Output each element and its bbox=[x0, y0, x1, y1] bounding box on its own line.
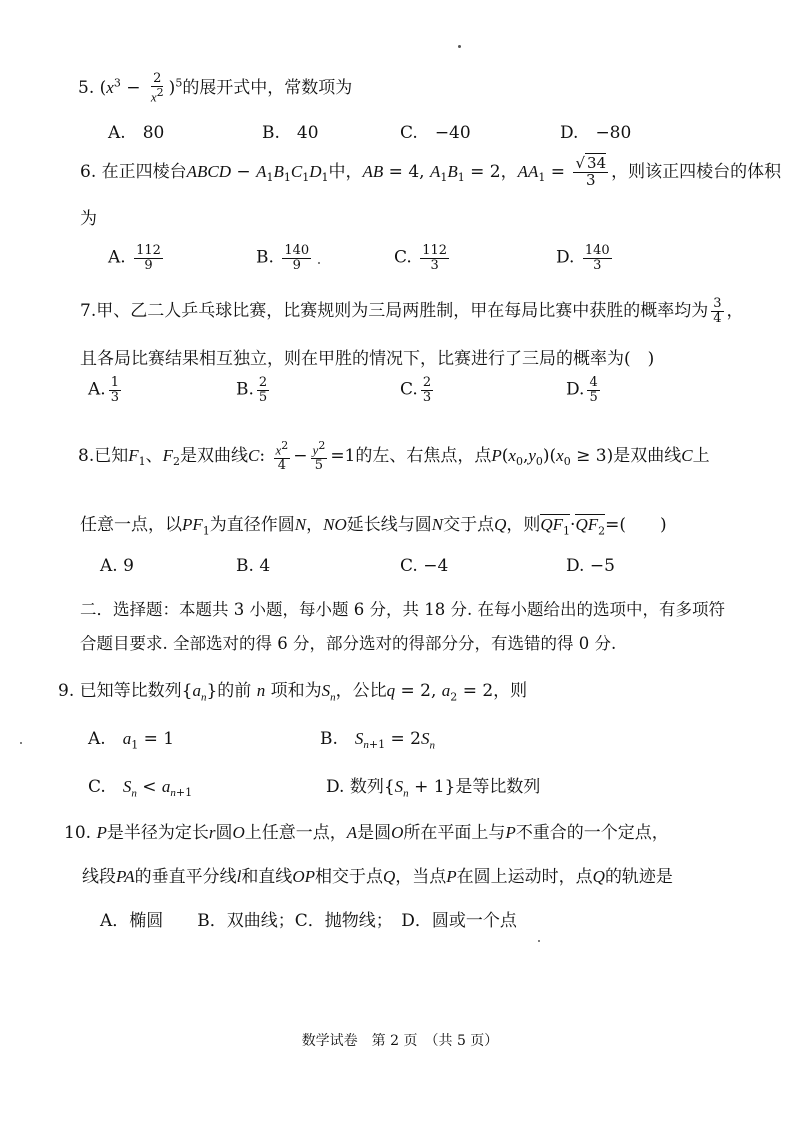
q5-option-c: C. −40 bbox=[400, 123, 471, 143]
q6-continuation: 为 bbox=[80, 209, 97, 229]
q9-option-c: C. $S_n < a_{n+1}$ bbox=[88, 777, 193, 800]
scan-speck bbox=[458, 45, 461, 48]
q8-continuation: 任意一点，以$PF_1$为直径作圆N，NO延长线与圆N交于点Q，则$QF_1\cdot QF_2=$( ) bbox=[80, 515, 667, 538]
page-footer: 数学试卷 第 2 页 （共 5 页） bbox=[301, 1033, 499, 1049]
q6-option-a: A. $\frac{112}{9}$ bbox=[108, 243, 161, 273]
question-10: 10. P是半径为定长r圆O上任意一点，A是圆O所在平面上与P不重合的一个定点， bbox=[64, 823, 669, 843]
q8-option-c: C. −4 bbox=[400, 556, 449, 576]
question-6: 6. 在正四棱台ABCD − $A_1B_1C_1D_1$中，AB = 4, $A_1B_1 = 2$，$AA_1$ = $\frac{√ 34}{3}$ ，则该正四棱台的体积 bbox=[80, 154, 782, 189]
q5-option-b: B. 40 bbox=[262, 123, 319, 143]
q5-text: 的展开式中，常数项为 bbox=[182, 77, 353, 98]
section-2-instructions: 合题目要求. 全部选对的得 6 分，部分选对的得部分分，有选错的得 0 分. bbox=[80, 634, 617, 653]
q8-option-d: D. −5 bbox=[566, 556, 615, 576]
section-2-heading: 二．选择题：本题共 3 小题，每小题 6 分，共 18 分. 在每小题给出的选项中，有多项符 bbox=[80, 600, 725, 619]
question-5 bbox=[78, 72, 352, 105]
q5-expression: ($x^3$ − $\frac{2}{x^2}$ )$^5$ bbox=[99, 71, 183, 104]
q9-option-b: B. $S_{n+1} = 2S_n$ bbox=[320, 729, 435, 752]
q7-option-b: B. $\frac{2}{5}$ bbox=[236, 375, 268, 405]
q6-option-b: B. $\frac{140}{9}$ bbox=[256, 243, 310, 273]
scan-speck bbox=[318, 262, 320, 264]
question-9: 9. 已知等比数列$\{a_n\}$的前 n 项和为$S_n$，公比q = 2, $a_2 = 2$，则 bbox=[58, 681, 528, 704]
question-7: 7.甲、乙二人乒乓球比赛，比赛规则为三局两胜制，甲在每局比赛中获胜的概率均为 $\frac{3}{4}$ ， bbox=[80, 296, 744, 326]
q9-option-d: D. 数列$\{S_n + 1\}$是等比数列 bbox=[326, 777, 541, 800]
q8-option-b: B. 4 bbox=[236, 556, 271, 576]
q9-option-a: A. $a_1 = 1$ bbox=[88, 729, 175, 752]
q10-continuation: 线段PA的垂直平分线l和直线OP相交于点Q，当点P在圆上运动时，点Q的轨迹是 bbox=[82, 867, 673, 887]
q7-option-c: C. $\frac{2}{3}$ bbox=[400, 375, 432, 405]
q6-option-c: C. $\frac{112}{3}$ bbox=[394, 243, 448, 273]
q7-option-a: A. $\frac{1}{3}$ bbox=[88, 375, 119, 405]
scan-speck bbox=[20, 742, 22, 744]
q8-option-a: A. 9 bbox=[100, 556, 134, 576]
q5-option-a: A. 80 bbox=[108, 123, 165, 143]
question-8: 8.已知$F_1$、$F_2$是双曲线C: $\frac{x^2}{4}$ − $\frac{y^2}{5}$ =1的左、右焦点，点$P(x_0,y_0)(x_0 \ge 3)$是双曲线C上 bbox=[78, 439, 710, 473]
q5-option-d: D. −80 bbox=[560, 123, 632, 143]
q6-option-d: D. $\frac{140}{3}$ bbox=[556, 243, 610, 273]
q7-option-d: D. $\frac{4}{5}$ bbox=[566, 375, 598, 405]
q5-number: 5. bbox=[78, 77, 95, 98]
scan-speck bbox=[538, 940, 540, 942]
q10-options: A．椭圆 B．双曲线；C．抛物线； D．圆或一个点 bbox=[100, 911, 517, 931]
q7-continuation: 且各局比赛结果相互独立，则在甲胜的情况下，比赛进行了三局的概率为( ) bbox=[80, 349, 655, 369]
